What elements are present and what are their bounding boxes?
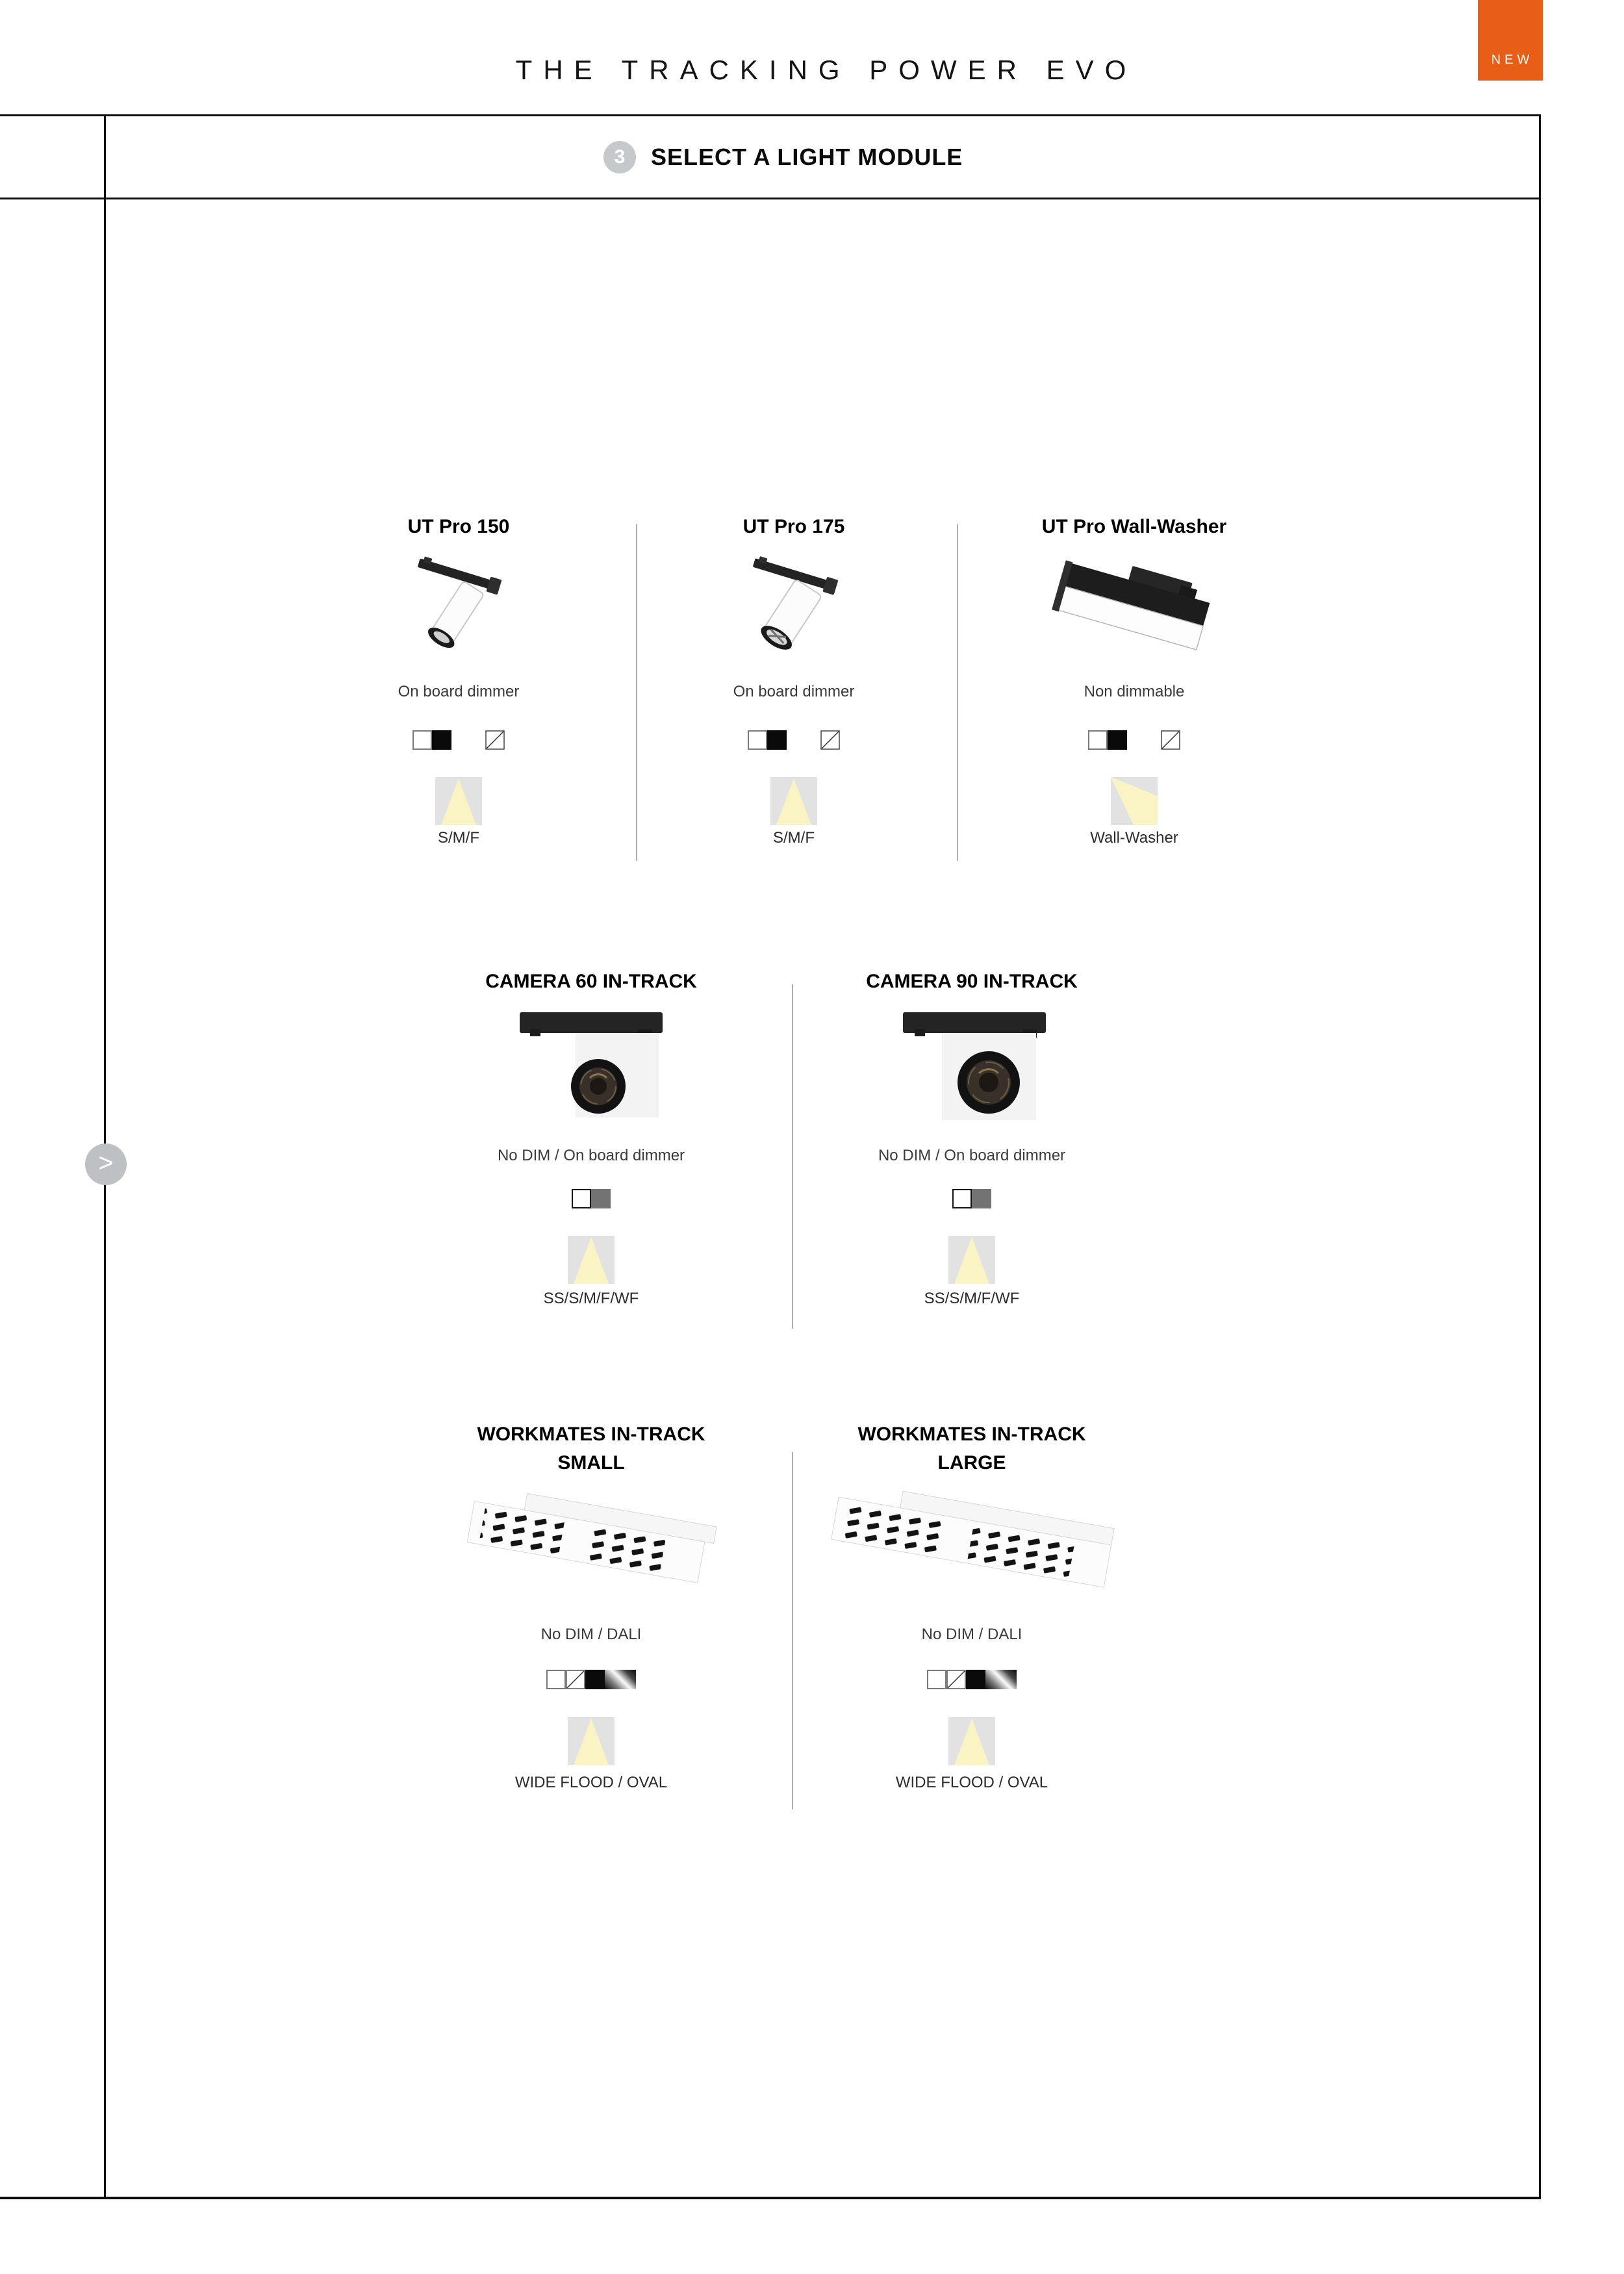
product-name: CAMERA 90 IN-TRACK: [866, 971, 1078, 992]
finish-swatches: [442, 1670, 741, 1689]
beam-icon: [822, 1717, 1121, 1765]
product-image-workmates-panel: [822, 1485, 1121, 1615]
dimming-info: No DIM / On board dimmer: [497, 1147, 685, 1164]
product-name: UT Pro 175: [742, 516, 845, 537]
black-finish-swatch: [432, 730, 451, 750]
finish-swatches: [644, 730, 943, 750]
product-card-ut-pro-150: [309, 515, 608, 853]
dimming-info: On board dimmer: [398, 683, 520, 700]
spot-beam-icon: [568, 1236, 615, 1284]
next-page-arrow-button[interactable]: [85, 1143, 127, 1185]
white-finish-swatch: [1088, 730, 1108, 750]
white-finish-swatch: [412, 730, 432, 750]
beam-label: SS/S/M/F/WF: [543, 1290, 639, 1307]
spotlight-illustration: [403, 551, 514, 658]
step-label: SELECT A LIGHT MODULE: [651, 144, 963, 170]
beam-icon: [309, 777, 608, 825]
column-divider: [792, 984, 793, 1329]
white-finish-swatch: [546, 1670, 566, 1689]
product-name-line2: SMALL: [557, 1452, 625, 1474]
gray-finish-swatch: [972, 1189, 991, 1208]
beam-icon: [442, 1717, 741, 1765]
dimming-info: On board dimmer: [733, 683, 855, 700]
metallic-finish-swatch: [605, 1670, 636, 1689]
custom-finish-swatch: [566, 1670, 585, 1689]
new-badge-label: NEW: [1491, 53, 1534, 67]
black-finish-swatch: [767, 730, 787, 750]
custom-finish-swatch: [820, 730, 840, 750]
finish-swatch-pair: [1088, 730, 1127, 750]
page-title: THE TRACKING POWER EVO: [515, 55, 1137, 85]
custom-finish-swatch: [1161, 730, 1180, 750]
beam-label: S/M/F: [438, 829, 479, 847]
black-finish-swatch: [966, 1670, 985, 1689]
finish-swatch-pair: [572, 1189, 611, 1208]
column-divider: [957, 524, 958, 861]
product-card-camera-90: [822, 970, 1121, 1314]
beam-label: WIDE FLOOD / OVAL: [895, 1774, 1048, 1791]
dimming-info: No DIM / On board dimmer: [878, 1147, 1066, 1164]
product-name: UT Pro Wall-Washer: [1041, 516, 1227, 537]
product-card-workmates-small: [442, 1423, 741, 1813]
black-finish-swatch: [1108, 730, 1127, 750]
product-name: UT Pro 150: [407, 516, 510, 537]
beam-label: SS/S/M/F/WF: [924, 1290, 1020, 1307]
product-name-line1: WORKMATES IN-TRACK: [857, 1424, 1086, 1445]
beam-label: S/M/F: [773, 829, 815, 847]
finish-swatches: [985, 730, 1284, 750]
white-finish-swatch: [572, 1189, 591, 1208]
spot-beam-icon: [435, 777, 482, 825]
spot-beam-icon: [948, 1717, 995, 1765]
white-finish-swatch: [748, 730, 767, 750]
white-finish-swatch: [952, 1189, 972, 1208]
new-badge: [1478, 0, 1543, 81]
wall-washer-beam-icon: [1111, 777, 1158, 825]
column-divider: [636, 524, 637, 861]
header-bottom-rule: [0, 198, 1541, 199]
step-number: 3: [614, 146, 626, 168]
camera-illustration: [448, 1010, 734, 1123]
step-number-badge: [603, 141, 636, 173]
product-card-workmates-large: [822, 1423, 1121, 1813]
metallic-finish-swatch: [985, 1670, 1017, 1689]
spot-beam-icon: [568, 1717, 615, 1765]
product-card-ut-pro-175: [644, 515, 943, 853]
product-name-line1: WORKMATES IN-TRACK: [477, 1424, 705, 1445]
chevron-right-icon: >: [98, 1149, 114, 1177]
finish-swatches: [309, 730, 608, 750]
product-name-line2: LARGE: [937, 1452, 1006, 1474]
workmates-illustration: [822, 1488, 1121, 1612]
custom-finish-swatch: [946, 1670, 966, 1689]
spot-beam-icon: [770, 777, 817, 825]
finish-swatch-pair: [748, 730, 787, 750]
finish-swatch-pair: [412, 730, 451, 750]
product-image-spotlight: [309, 551, 608, 658]
finish-swatches: [822, 1670, 1121, 1689]
right-border-line: [1539, 114, 1541, 2199]
product-image-camera: [822, 1008, 1121, 1125]
product-name: CAMERA 60 IN-TRACK: [485, 971, 697, 992]
column-divider: [792, 1452, 793, 1809]
wall-washer-illustration: [1040, 550, 1228, 660]
product-image-camera: [442, 1008, 741, 1125]
product-card-camera-60: [442, 970, 741, 1314]
beam-label: Wall-Washer: [1090, 829, 1178, 847]
product-image-workmates-panel: [442, 1485, 741, 1615]
product-card-ut-pro-wall-washer: [985, 515, 1284, 853]
custom-finish-swatch: [485, 730, 505, 750]
beam-icon: [644, 777, 943, 825]
dimming-info: No DIM / DALI: [540, 1626, 642, 1643]
beam-icon: [985, 777, 1284, 825]
beam-icon: [442, 1236, 741, 1284]
workmates-illustration: [448, 1488, 734, 1612]
finish-swatches: [442, 1189, 741, 1208]
gray-finish-swatch: [591, 1189, 611, 1208]
spotlight-illustration: [737, 551, 851, 658]
camera-illustration: [829, 1010, 1115, 1123]
beam-icon: [822, 1236, 1121, 1284]
product-image-spotlight: [644, 551, 943, 658]
dimming-info: No DIM / DALI: [921, 1626, 1022, 1643]
spot-beam-icon: [948, 1236, 995, 1284]
finish-swatch-pair: [952, 1189, 991, 1208]
header-top-rule: [0, 114, 1541, 116]
black-finish-swatch: [585, 1670, 605, 1689]
finish-swatches: [822, 1189, 1121, 1208]
white-finish-swatch: [927, 1670, 946, 1689]
bottom-border-line: [0, 2197, 1541, 2199]
product-image-wall-washer: [985, 551, 1284, 658]
dimming-info: Non dimmable: [1084, 683, 1185, 700]
beam-label: WIDE FLOOD / OVAL: [514, 1774, 668, 1791]
